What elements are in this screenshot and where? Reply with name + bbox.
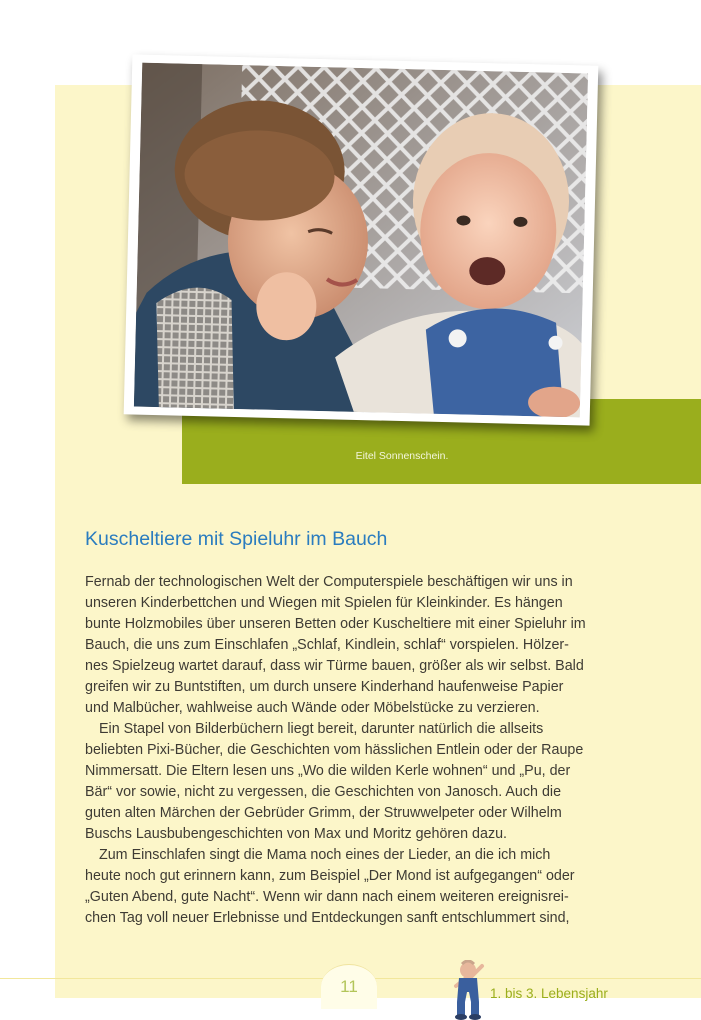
photo-caption: Eitel Sonnenschein. xyxy=(355,450,449,462)
body-line: „Guten Abend, gute Nacht“. Wenn wir dann nach einem weiteren ereignisrei- xyxy=(85,889,569,905)
body-line: beliebten Pixi-Bücher, die Geschichten vom hässlichen Entlein oder der Raupe xyxy=(85,742,584,758)
children-photo xyxy=(134,63,588,418)
page-number: 11 xyxy=(321,964,377,1009)
body-line: Zum Einschlafen singt die Mama noch eines der Lieder, an die ich mich xyxy=(99,847,551,863)
body-line: Nimmersatt. Die Eltern lesen uns „Wo die wilden Kerle wohnen“ und „Pu, der xyxy=(85,763,571,779)
body-line: Ein Stapel von Bilderbüchern liegt bereit, darunter natürlich die allseits xyxy=(99,721,544,737)
body-line: nes Spielzeug wartet darauf, dass wir Türme bauen, größer als wir selbst. Bald xyxy=(85,658,584,674)
body-line: bunte Holzmobiles über unseren Betten oder Kuscheltiere mit einer Spieluhr im xyxy=(85,616,586,632)
body-line: unseren Kinderbettchen und Wiegen mit Spielen für Kleinkinder. Es hängen xyxy=(85,595,563,611)
body-line: greifen wir zu Buntstiften, um durch unsere Kinderhand haufenweise Papier xyxy=(85,679,564,695)
body-line: Bär“ vor sowie, nicht zu vergessen, die Geschichten von Janosch. Auch die xyxy=(85,784,562,800)
body-line: und Malbücher, wahlweise auch Wände oder Möbelstücke zu verzieren. xyxy=(85,700,540,716)
section-label: 1. bis 3. Lebensjahr xyxy=(490,986,608,1001)
body-line: Bauch, die uns zum Einschlafen „Schlaf, Kindlein, schlaf“ vorspielen. Hölzer- xyxy=(85,637,569,653)
article-title: Kuscheltiere mit Spieluhr im Bauch xyxy=(85,528,388,550)
photo-frame xyxy=(124,54,599,425)
body-line: heute noch gut erinnern kann, zum Beispiel „Der Mond ist aufgegangen“ oder xyxy=(85,868,575,884)
baby-figure-icon xyxy=(448,960,488,1020)
article-body xyxy=(85,572,615,929)
body-line: Fernab der technologischen Welt der Computerspiele beschäftigen wir uns in xyxy=(85,574,573,590)
body-line: Buschs Lausbubengeschichten von Max und Moritz gehören dazu. xyxy=(85,826,508,842)
body-line: guten alten Märchen der Gebrüder Grimm, der Struwwelpeter oder Wilhelm xyxy=(85,805,562,821)
body-line: chen Tag voll neuer Erlebnisse und Entdeckungen sanft entschlummert sind, xyxy=(85,910,570,926)
